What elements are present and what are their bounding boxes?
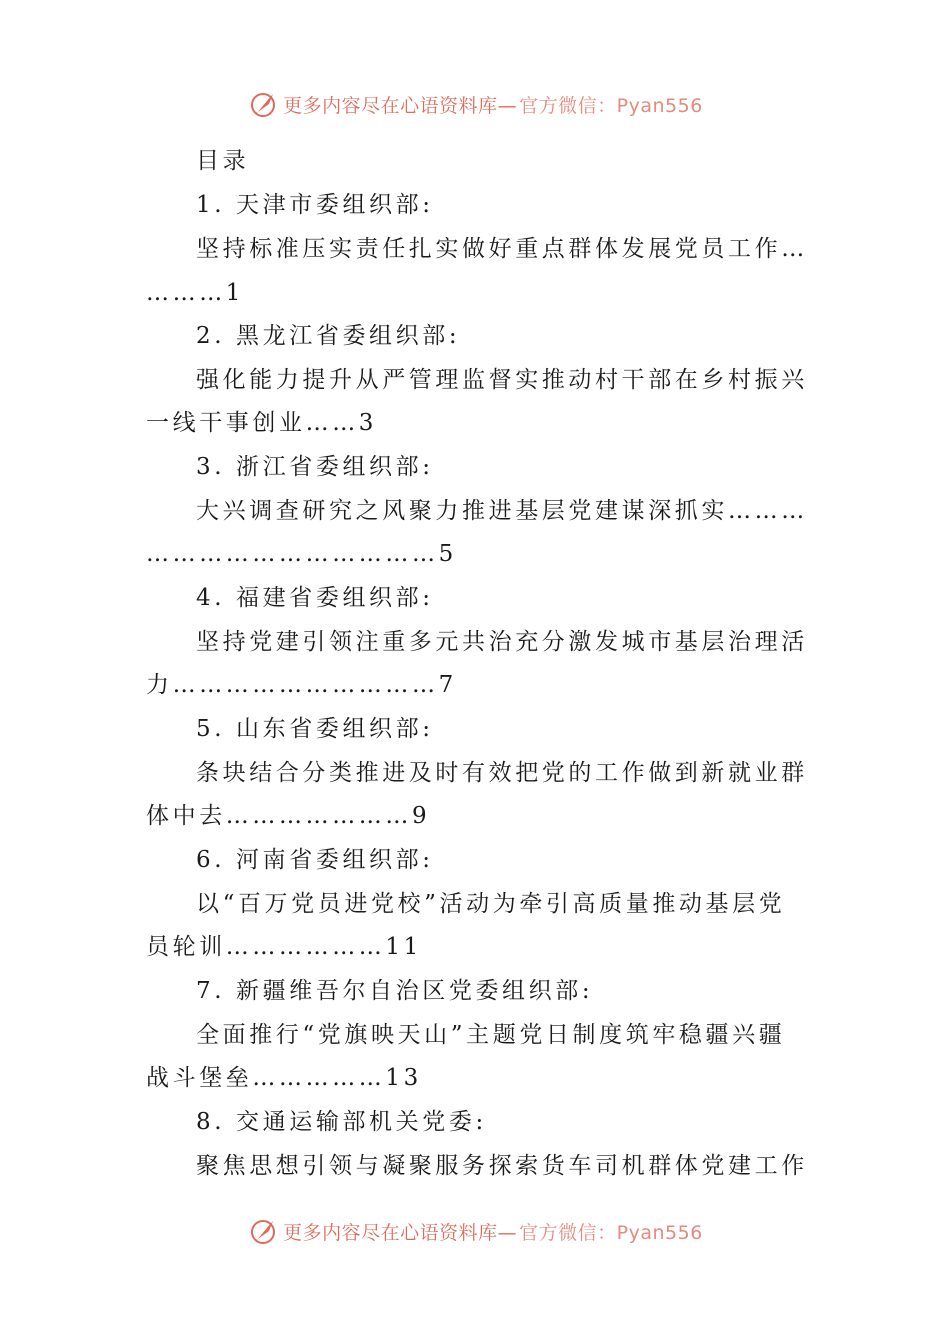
quill-logo-icon [247,88,279,120]
toc-entry-1-page: ………1 [146,280,245,306]
toc-entry-7-org: 7. 新疆维吾尔自治区党委组织部: [196,978,594,1004]
toc-entry-5-title: 条块结合分类推进及时有效把党的工作做到新就业群 [196,760,808,786]
toc-entry-8-title: 聚焦思想引领与凝聚服务探索货车司机群体党建工作 [196,1153,808,1179]
toc-entry-1-title: 坚持标准压实责任扎实做好重点群体发展党员工作… [196,236,808,262]
toc-entry-4-title: 坚持党建引领注重多元共治充分激发城市基层治理活 [196,629,808,655]
toc-entry-2-page: 一线干事创业……3 [146,410,378,436]
toc-entry-8-org: 8. 交通运输部机关党委: [196,1109,487,1135]
watermark-text: 更多内容尽在心语资料库— [283,94,518,117]
toc-entry-4-org: 4. 福建省委组织部: [196,585,434,611]
toc-heading: 目录 [196,148,250,174]
watermark-suffix: 官方微信：Pyan556 [519,1221,703,1244]
toc-entry-5-page: 体中去…………………9 [146,803,431,829]
watermark-suffix: 官方微信：Pyan556 [519,94,703,117]
quill-logo-icon [247,1215,279,1247]
toc-entry-7-page: 战斗堡垒……………13 [146,1065,422,1091]
toc-entry-6-org: 6. 河南省委组织部: [196,847,434,873]
toc-entry-6-title: 以“百万党员进党校”活动为牵引高质量推动基层党 [196,891,786,917]
toc-entry-3-title: 大兴调查研究之风聚力推进基层党建谋深抓实……… [196,498,808,524]
watermark-footer [0,1211,950,1251]
toc-entry-2-title: 强化能力提升从严管理监督实推动村干部在乡村振兴 [196,367,808,393]
toc-entry-7-title: 全面推行“党旗映天山”主题党日制度筑牢稳疆兴疆 [196,1022,786,1048]
watermark-text: 更多内容尽在心语资料库— [283,1221,518,1244]
toc-entry-4-page: 力…………………………7 [146,672,457,698]
toc-entry-1-org: 1. 天津市委组织部: [196,192,434,218]
toc-entry-6-page: 员轮训………………11 [146,934,422,960]
toc-entry-2-org: 2. 黑龙江省委组织部: [196,323,461,349]
toc-entry-3-page: ……………………………5 [146,541,457,567]
toc-entry-5-org: 5. 山东省委组织部: [196,716,434,742]
toc-entry-3-org: 3. 浙江省委组织部: [196,454,434,480]
watermark-header [0,84,950,124]
